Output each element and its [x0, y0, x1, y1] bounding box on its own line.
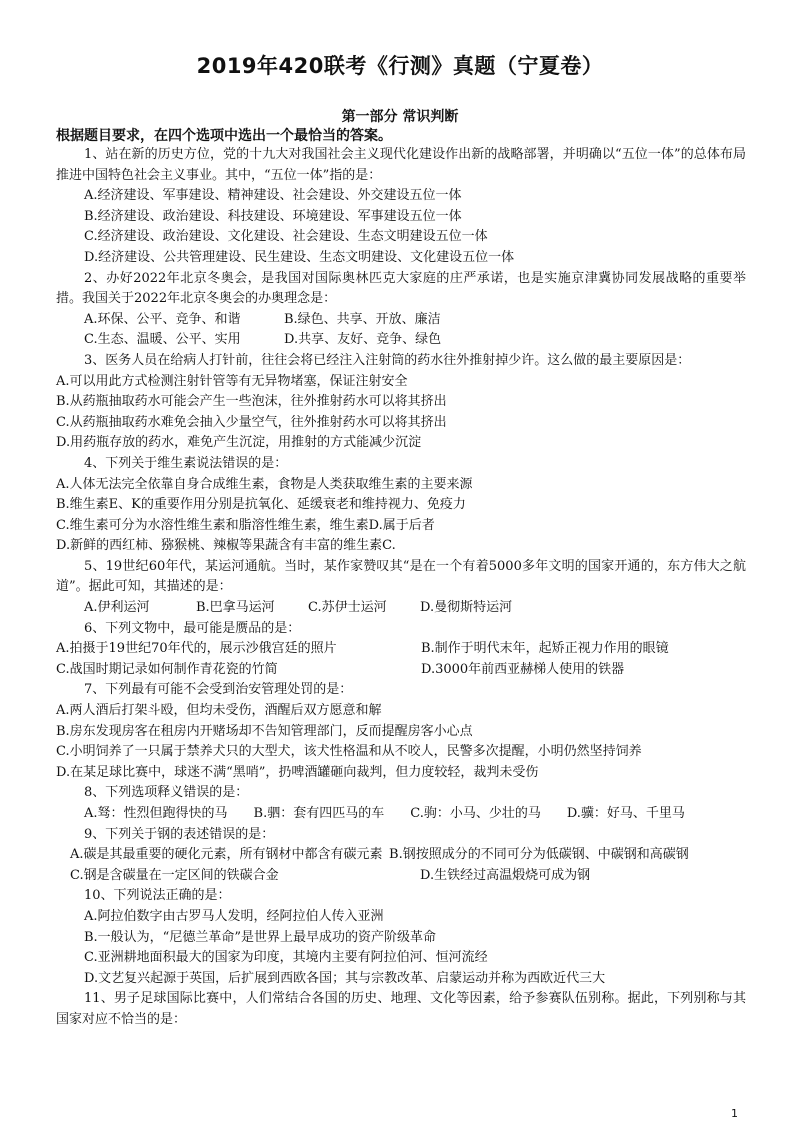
question-stem: 4、下列关于维生素说法错误的是：: [84, 455, 288, 471]
option-c: C.钢是含碳量在一定区间的铁碳合金: [70, 867, 279, 883]
option-b: B.从药瓶抽取药水可能会产生一些泡沫，往外推射药水可以将其挤出: [56, 394, 447, 410]
option-d: D.文艺复兴起源于英国，后扩展到西欧各国；其与宗教改革、启蒙运动并称为西欧近代三大: [84, 970, 606, 986]
question-stem: 9、下列关于钢的表述错误的是：: [84, 826, 275, 842]
option-d: D.新鲜的西红柿、猕猴桃、辣椒等果蔬含有丰富的维生素C.: [56, 538, 396, 554]
option-row: [56, 310, 746, 331]
option-line: [56, 804, 746, 825]
option-d: D.共享、友好、竞争、绿色: [284, 332, 442, 348]
option-row: [56, 866, 746, 887]
option-d: D.在某足球比赛中，球迷不满“黑哨”，扔啤酒罐砸向裁判，但力度较轻，裁判未受伤: [56, 764, 539, 780]
option-a: A.碳是其最重要的硬化元素，所有钢材中都含有碳元素: [70, 847, 383, 863]
option-d: D.3000年前西亚赫梯人使用的铁器: [421, 661, 625, 677]
question-list: [56, 145, 746, 1031]
option-a: A.可以用此方式检测注射针管等有无异物堵塞，保证注射安全: [56, 373, 408, 389]
option-b: B.驷：套有四匹马的车: [253, 806, 385, 821]
option-c: C.驹：小马、少壮的马: [410, 806, 541, 821]
option-row: [56, 330, 746, 351]
option-d: D.用药瓶存放的药水，难免产生沉淀，用推射的方式能减少沉淀: [56, 435, 422, 451]
option-row: [56, 660, 746, 681]
option-d: D.骥：好马、千里马: [566, 806, 685, 821]
option-b: B.制作于明代末年，起矫正视力作用的眼镜: [421, 641, 669, 657]
option-c: C.战国时期记录如何制作青花瓷的竹简: [56, 661, 278, 677]
page-number: 1: [731, 1107, 738, 1120]
option-c: C.经济建设、政治建设、文化建设、社会建设、生态文明建设五位一体: [84, 229, 488, 245]
question-stem: 2、办好2022年北京冬奥会，是我国对国际奥林匹克大家庭的庄严承诺，也是实施京津冀协同发展战略的重要举措。我国关于2022年北京冬奥会的办奥理念是：: [56, 270, 746, 307]
option-b: B.钢按照成分的不同可分为低碳钢、中碳钢和高碳钢: [389, 847, 689, 863]
option-b: B.绿色、共享、开放、廉洁: [284, 311, 441, 327]
question-stem: 1、站在新的历史方位，党的十九大对我国社会主义现代化建设作出新的战略部署，并明确以“五位一体”的总体布局推进中国特色社会主义事业。其中，“五位一体”指的是：: [56, 147, 746, 183]
option-line: [56, 845, 746, 866]
document-title: 2019年420联考《行测》真题（宁夏卷）: [196, 54, 604, 78]
option-d: D.曼彻斯特运河: [420, 600, 513, 616]
option-row: [56, 598, 746, 619]
option-a: A.拍摄于19世纪70年代的，展示沙俄宫廷的照片: [56, 641, 337, 657]
option-c: C.小明饲养了一只属于禁养犬只的大型犬，该犬性格温和从不咬人，民警多次提醒，小明仍然坚持饲养: [56, 744, 642, 760]
option-a: A.阿拉伯数字由古罗马人发明，经阿拉伯人传入亚洲: [84, 908, 384, 924]
option-d: D.经济建设、公共管理建设、民生建设、生态文明建设、文化建设五位一体: [84, 249, 515, 265]
question-stem: 11、男子足球国际比赛中，人们常结合各国的历史、地理、文化等因素，给予参赛队伍别称。据此，下列别称与其国家对应不恰当的是：: [56, 991, 746, 1027]
option-b: B.房东发现房客在租房内开赌场却不告知管理部门，反而提醒房客小心点: [56, 723, 473, 739]
option-a: A.经济建设、军事建设、精神建设、社会建设、外交建设五位一体: [84, 188, 462, 204]
question-stem: 7、下列最有可能不会受到治安管理处罚的是：: [84, 682, 353, 698]
question-stem: 8、下列选项释义错误的是：: [84, 785, 249, 801]
option-a: A.驽：性烈但跑得快的马: [84, 806, 228, 821]
question-stem: 5、19世纪60年代，某运河通航。当时，某作家赞叹其“是在一个有着5000多年文明的国家开通的，东方伟大之航道”。据此可知，其描述的是：: [56, 558, 746, 595]
option-b: B.维生素E、K的重要作用分别是抗氧化、延缓衰老和维持视力、免疫力: [56, 497, 466, 513]
section-heading: 第一部分 常识判断: [341, 109, 459, 125]
option-a: A.伊利运河: [84, 600, 150, 616]
question-stem: 10、下列说法正确的是：: [84, 888, 231, 904]
option-c: C.生态、温暖、公平、实用: [84, 332, 241, 348]
option-row: [56, 639, 746, 660]
option-c: C.亚洲耕地面积最大的国家为印度，其境内主要有阿拉伯河、恒河流经: [84, 950, 488, 966]
option-c: C.苏伊士运河: [308, 600, 387, 616]
instruction: 根据题目要求，在四个选项中选出一个最恰当的答案。: [56, 128, 392, 144]
option-d: D.生铁经过高温煅烧可成为钢: [420, 867, 591, 883]
option-b: B.经济建设、政治建设、科技建设、环境建设、军事建设五位一体: [84, 208, 462, 224]
question-stem: 6、下列文物中，最可能是赝品的是：: [84, 620, 301, 636]
option-a: A.人体无法完全依靠自身合成维生素，食物是人类获取维生素的主要来源: [56, 476, 473, 492]
option-c: C.维生素可分为水溶性维生素和脂溶性维生素，维生素D.属于后者: [56, 517, 435, 533]
option-a: A.环保、公平、竞争、和谐: [84, 311, 241, 327]
option-c: C.从药瓶抽取药水难免会抽入少量空气，往外推射药水可以将其挤出: [56, 414, 447, 430]
option-b: B.一般认为，“尼德兰革命”是世界上最早成功的资产阶级革命: [84, 929, 436, 945]
option-b: B.巴拿马运河: [196, 600, 275, 616]
question-stem: 3、医务人员在给病人打针前，往往会将已经注入注射筒的药水往外推射掉少许。这么做的最主要原因是：: [84, 352, 691, 368]
option-a: A.两人酒后打架斗殴，但均未受伤，酒醒后双方愿意和解: [56, 703, 382, 719]
